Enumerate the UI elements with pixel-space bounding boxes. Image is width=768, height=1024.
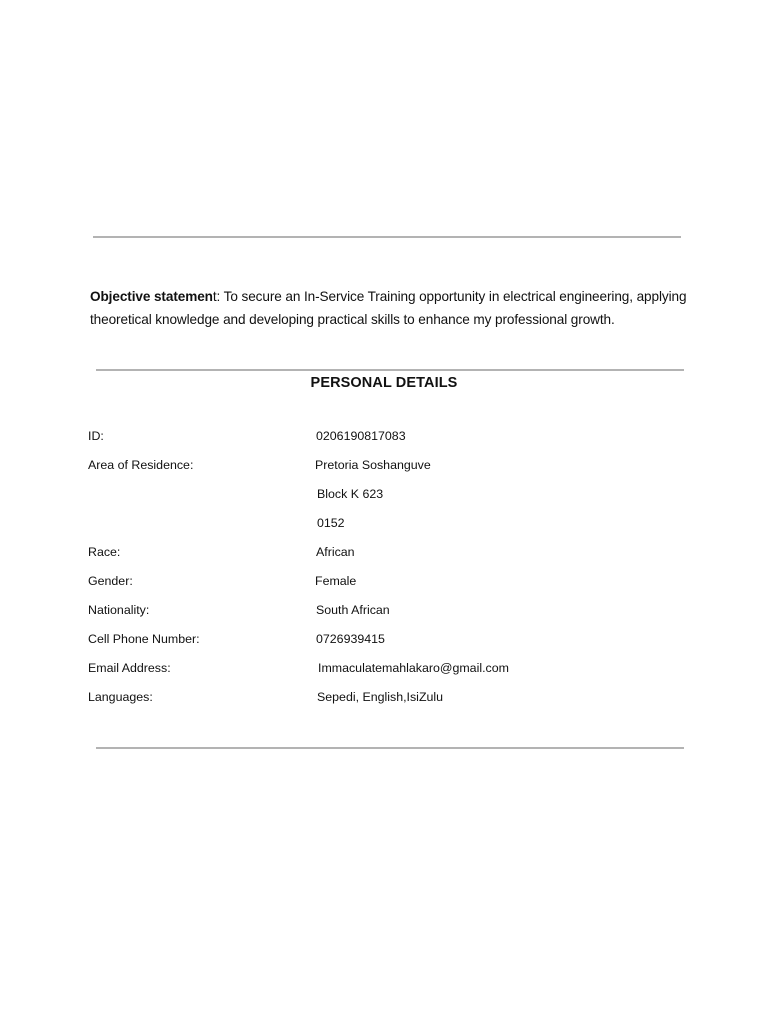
detail-label: Area of Residence: [88, 458, 194, 472]
detail-value: Pretoria Soshanguve [315, 458, 431, 472]
detail-row-cell-phone [0, 629, 768, 649]
detail-value: African [316, 545, 355, 559]
detail-row-nationality [0, 600, 768, 620]
detail-label: Languages: [88, 690, 153, 704]
objective-text-line-1: To secure an In-Service Training opportunity in electrical engineering, applying [220, 289, 687, 304]
detail-value: Immaculatemahlakaro@gmail.com [318, 661, 509, 675]
detail-row-gender [0, 571, 768, 591]
detail-value: Sepedi, English,IsiZulu [317, 690, 444, 704]
detail-value: Female [315, 574, 357, 588]
detail-value: Block K 623 [317, 487, 384, 501]
detail-label: Gender: [88, 574, 133, 588]
detail-value: 0152 [317, 516, 345, 530]
detail-label: Nationality: [88, 603, 150, 617]
objective-line-1 [90, 285, 730, 308]
objective-label-rest: t: [212, 289, 221, 304]
detail-row-race [0, 542, 768, 562]
objective-label-bold: Objective statemen [90, 289, 213, 304]
section-title-personal-details: PERSONAL DETAILS [310, 375, 458, 391]
detail-value: South African [316, 603, 390, 617]
detail-label: Race: [88, 545, 121, 559]
divider-top [93, 236, 681, 238]
detail-value: 0206190817083 [316, 429, 406, 443]
detail-row-id [0, 426, 768, 446]
detail-row-languages [0, 687, 768, 707]
detail-label: ID: [88, 429, 104, 443]
detail-row-area-of-residence [0, 455, 768, 475]
detail-row-postal-code [0, 513, 768, 533]
detail-value: 0726939415 [316, 632, 385, 646]
objective-statement [90, 285, 730, 331]
divider-bottom [96, 747, 684, 749]
objective-text-line-2: theoretical knowledge and developing practical skills to enhance my professional growth. [90, 312, 615, 327]
divider-middle [96, 369, 684, 371]
detail-label: Email Address: [88, 661, 171, 675]
detail-row-email [0, 658, 768, 678]
detail-row-address-line-2 [0, 484, 768, 504]
detail-label: Cell Phone Number: [88, 632, 200, 646]
